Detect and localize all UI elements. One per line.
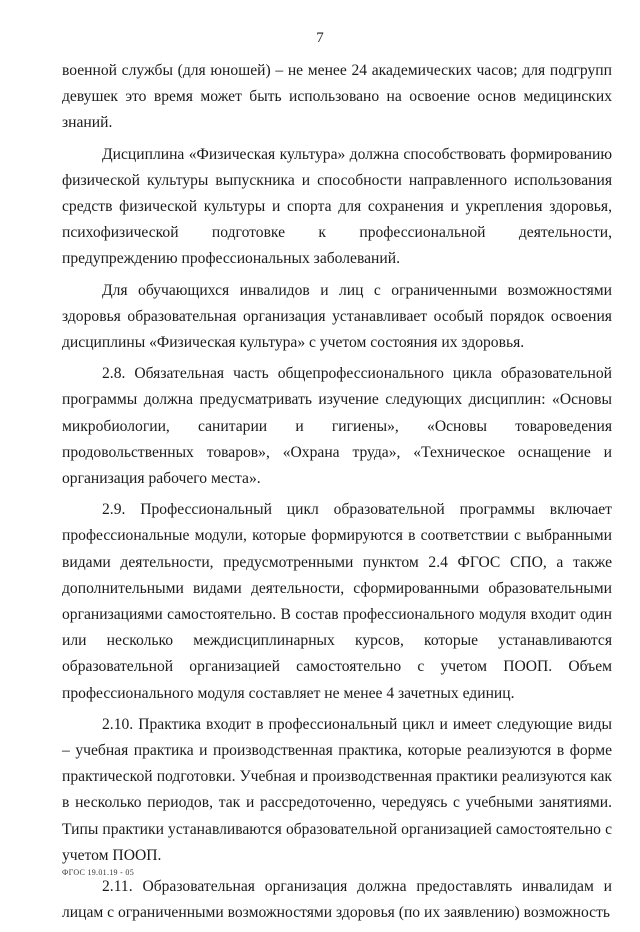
body-text xyxy=(62,58,612,932)
page-number: 7 xyxy=(316,30,324,46)
paragraph-physical-culture: Дисциплина «Физическая культура» должна способствовать формированию физической культуры выпускника и способности направленного использования средств физической культуры и спорта для сохранения и укрепления здоровья, психофизической подготовке к профессиональной деятельности, предупреждению профессиональных заболеваний. xyxy=(62,145,612,268)
paragraph-disabled-students: Для обучающихся инвалидов и лиц с ограниченными возможностями здоровья образовательная организация устанавливает особый порядок освоения дисциплины «Физическая культура» с учетом состояния их здоровья. xyxy=(62,281,612,352)
paragraph-2-8: 2.8. Обязательная часть общепрофессионального цикла образовательной программы должна предусматривать изучение следующих дисциплин: «Основы микробиологии, санитарии и гигиены», «Основы товароведения продовольственных товаров», «Охрана труда», «Техническое оснащение и организация рабочего места». xyxy=(62,365,612,488)
footer-code: ФГОС 19.01.19 - 05 xyxy=(62,868,135,877)
paragraph-continuation: военной службы (для юношей) – не менее 24 академических часов; для подгрупп девушек это время может быть использовано на освоение основ медицинских знаний. xyxy=(62,62,612,132)
paragraph-2-10: 2.10. Практика входит в профессиональный цикл и имеет следующие виды – учебная практика и производственная практика, которые реализуются в форме практической подготовки. Учебная и производственная практики реализуются как в несколько периодов, так и рассредоточенно, чередуясь с учебными занятиями. Типы практики устанавливаются образовательной организацией самостоятельно с учетом ПООП. xyxy=(62,715,612,864)
paragraph-2-11: 2.11. Образовательная организация должна предоставлять инвалидам и лицам с ограниченными возможностями здоровья (по их заявлению) возможность xyxy=(62,878,612,922)
paragraph-2-9: 2.9. Профессиональный цикл образовательной программы включает профессиональные модули, которые формируются в соответствии с выбранными видами деятельности, предусмотренными пунктом 2.4 ФГОС СПО, а также дополнительными видами деятельности, сформированными образовательными организациями самостоятельно. В состав профессионального модуля входит один или несколько междисциплинарных курсов, которые устанавливаются образовательной организацией самостоятельно с учетом ПООП. Объем профессионального модуля составляет не менее 4 зачетных единиц. xyxy=(62,501,612,702)
